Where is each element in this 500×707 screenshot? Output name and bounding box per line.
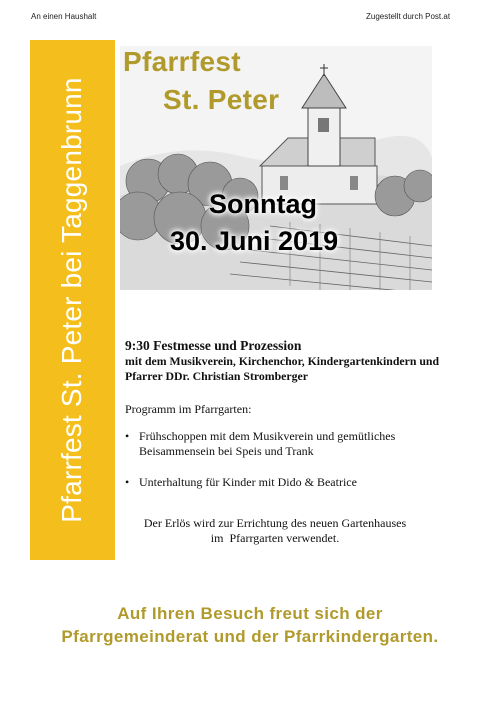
program-item: • Frühschoppen mit dem Musikverein und gemütliches Beisammensein bei Speis und Trank	[125, 429, 465, 459]
date-weekday: Sonntag	[209, 189, 317, 219]
title-line-1: Pfarrfest	[123, 46, 241, 77]
mass-details: mit dem Musikverein, Kirchenchor, Kindergartenkindern und Pfarrer DDr. Christian Stromberger	[125, 354, 440, 383]
proceeds-line-2: im Pfarrgarten verwendet.	[210, 531, 340, 545]
delivery-note-left: An einen Haushalt	[31, 12, 97, 21]
date-full: 30. Juni 2019	[170, 226, 339, 256]
title-line-2: St. Peter	[163, 84, 280, 115]
garden-program-heading: Programm im Pfarrgarten:	[125, 402, 252, 416]
mass-heading: 9:30 Festmesse und Prozession	[125, 338, 302, 353]
delivery-note-right: Zugestellt durch Post.at	[366, 12, 451, 21]
proceeds-line-1: Der Erlös wird zur Errichtung des neuen Gartenhauses	[143, 516, 407, 530]
closing-line-1: Auf Ihren Besuch freut sich der	[117, 604, 383, 623]
closing-line-2: Pfarrgemeinderat und der Pfarrkindergarten.	[61, 627, 439, 646]
vertical-banner-text: Pfarrfest St. Peter bei Taggenbrunn	[56, 77, 87, 523]
program-list	[125, 429, 465, 490]
proceeds-note	[120, 516, 430, 546]
program-item: • Unterhaltung für Kinder mit Dido & Beatrice	[125, 475, 465, 490]
